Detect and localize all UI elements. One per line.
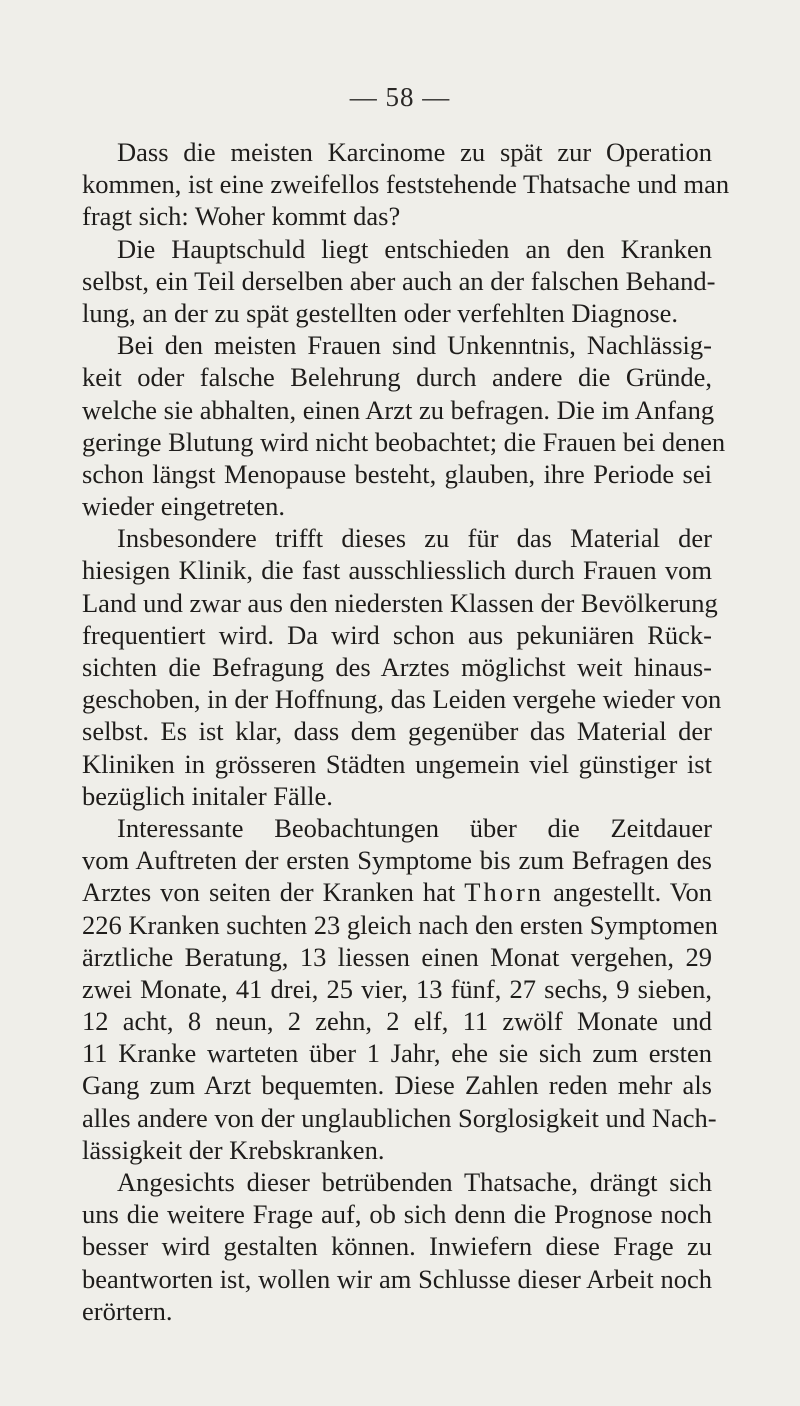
text-line: Gang zum Arzt bequemten. Diese Zahlen reden mehr als [82, 1070, 712, 1101]
paragraph-5 [82, 812, 718, 1166]
text-line: beantworten ist, wollen wir am Schlusse dieser Arbeit noch [82, 1263, 712, 1294]
paragraph-1 [82, 136, 730, 233]
text-line: schon längst Menopause besteht, glauben, ihre Periode sei [82, 458, 712, 489]
text-line: Land und zwar aus den niedersten Klassen der Bevölkerung [82, 587, 718, 618]
text-line: Bei den meisten Frauen sind Unkenntnis, Nachlässig- [117, 330, 712, 361]
text-line: ärztliche Beratung, 13 liessen einen Monat vergehen, 29 [82, 941, 712, 972]
text-line: Interessante Beobachtungen über die Zeitdauer [117, 812, 712, 843]
text-line: lung, an der zu spät gestellten oder verfehlten Diagnose. [82, 297, 679, 328]
text-line: erörtern. [82, 1295, 173, 1326]
text-line: fragt sich: Woher kommt das? [82, 201, 401, 232]
paragraph-6 [82, 1166, 712, 1327]
text-line: frequentiert wird. Da wird schon aus pekuniären Rück- [82, 619, 712, 650]
text-line: wieder eingetreten. [82, 491, 286, 522]
text-line: Die Hauptschuld liegt entschieden an den Kranken [117, 233, 712, 264]
text-segment: Arztes von seiten der Kranken hat [82, 877, 456, 908]
text-line: besser wird gestalten können. Inwiefern diese Frage zu [82, 1231, 712, 1262]
text-line: Kliniken in grösseren Städten ungemein viel günstiger ist [82, 748, 712, 779]
text-segment: angestellt. Von [544, 877, 713, 908]
text-line: selbst. Es ist klar, dass dem gegenüber das Material der [82, 716, 712, 747]
text-line: zwei Monate, 41 drei, 25 vier, 13 fünf, 27 sechs, 9 sieben, [82, 973, 712, 1004]
text-line: bezüglich initaler Fälle. [82, 780, 333, 811]
text-line: kommen, ist eine zweifellos feststehende Thatsache und man [82, 169, 730, 200]
text-line: 226 Kranken suchten 23 gleich nach den ersten Symptomen [82, 909, 718, 940]
text-line: Insbesondere trifft dieses zu für das Material der [117, 523, 712, 554]
author-name: Thorn [464, 877, 545, 908]
text-line: Dass die meisten Karcinome zu spät zur Operation [117, 137, 712, 167]
text-line: uns die weitere Frage auf, ob sich denn die Prognose noch [82, 1199, 712, 1230]
text-line: Angesichts dieser betrübenden Thatsache, drängt sich [117, 1167, 712, 1197]
paragraph-2 [82, 233, 716, 330]
text-line-with-author [82, 876, 712, 908]
text-line: hiesigen Klinik, die fast ausschliesslich durch Frauen vom [82, 555, 712, 586]
paragraph-3 [82, 329, 726, 522]
paragraph-4 [82, 522, 722, 812]
text-line: alles andere von der unglaublichen Sorglosigkeit und Nach- [82, 1102, 717, 1133]
text-line: vom Auftreten der ersten Symptome bis zum Befragen des [82, 845, 712, 876]
text-line: geringe Blutung wird nicht beobachtet; die Frauen bei denen [82, 426, 726, 457]
text-line: lässigkeit der Krebskranken. [82, 1134, 385, 1165]
page-number: — 58 — [349, 82, 451, 112]
body-text [82, 136, 730, 1327]
text-line: geschoben, in der Hoffnung, das Leiden vergehe wieder von [82, 684, 722, 715]
text-line: selbst, ein Teil derselben aber auch an der falschen Behand- [82, 265, 716, 296]
text-line: welche sie abhalten, einen Arzt zu befragen. Die im Anfang [82, 394, 715, 425]
text-line: sichten die Befragung des Arztes möglichst weit hinaus- [82, 652, 712, 682]
text-line: keit oder falsche Belehrung durch andere die Gründe, [82, 362, 712, 393]
text-line: 11 Kranke warteten über 1 Jahr, ehe sie sich zum ersten [82, 1038, 712, 1069]
text-line: 12 acht, 8 neun, 2 zehn, 2 elf, 11 zwölf Monate und [82, 1006, 712, 1037]
